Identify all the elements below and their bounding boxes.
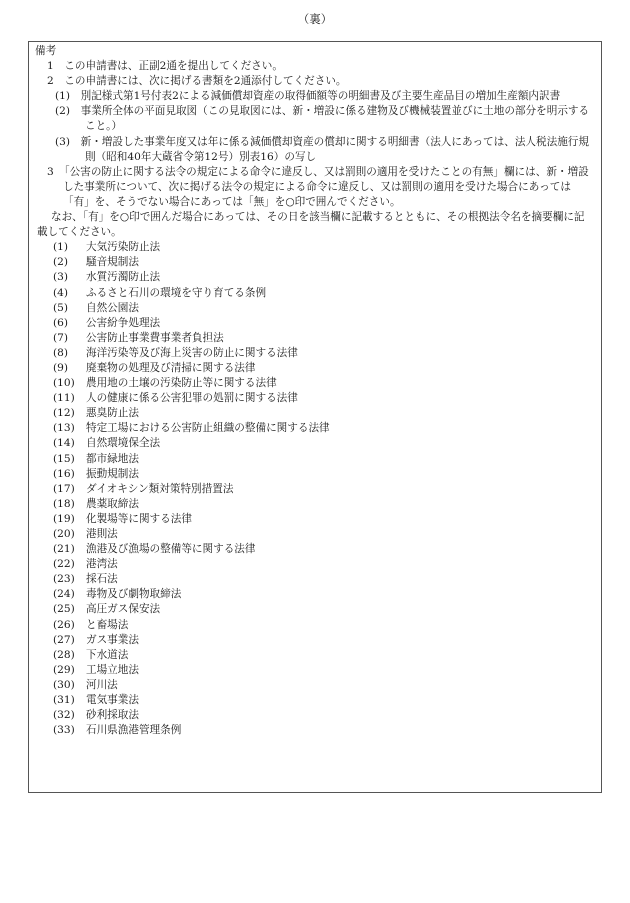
law-number: (25) [53, 603, 75, 616]
law-number: (13) [53, 422, 75, 435]
law-name: 水質汚濁防止法 [86, 271, 161, 284]
law-list-item [35, 557, 595, 572]
law-name: 工場立地法 [86, 663, 139, 676]
law-number: (12) [53, 407, 75, 420]
law-number: (18) [53, 497, 75, 510]
law-number: (23) [53, 573, 75, 586]
law-list-item [35, 361, 595, 376]
law-list-item [35, 406, 595, 421]
remarks-item-3: 3 「公害の防止に関する法令の規定による命令に違反し、又は罰則の適用を受けたことの有無」欄には、新・増設した事業所について、次に掲げる法令の規定による命令に違反し、又は罰則の適用を受けた場合にあっては「有」を、そうでない場合にあっては「無」を○印で囲んでください。 [47, 165, 589, 208]
law-list-item [35, 436, 595, 451]
page-heading: （裏） [297, 12, 333, 26]
law-name: 悪臭防止法 [86, 407, 139, 420]
law-list-item [35, 602, 595, 617]
law-name: 電気事業法 [86, 694, 139, 707]
law-name: 砂利採取法 [86, 709, 139, 722]
law-name: 漁港及び漁場の整備等に関する法律 [86, 543, 256, 556]
remarks-item-2-sub-2: (2) 事業所全体の平面見取図（この見取図には、新・増設に係る建物及び機械装置並びに土地の部分を明示すること。） [55, 105, 590, 133]
law-name: 大気汚染防止法 [86, 241, 161, 254]
law-number: (30) [53, 678, 75, 691]
law-list-item [35, 542, 595, 557]
law-name: 廃棄物の処理及び清掃に関する法律 [86, 361, 256, 374]
law-list-item [35, 331, 595, 346]
law-name: 公害紛争処理法 [86, 316, 161, 329]
law-name: ガス事業法 [86, 633, 139, 646]
law-number: (9) [53, 361, 69, 374]
law-name: 化製場等に関する法律 [86, 512, 192, 525]
remarks-item-3-note: なお、「有」を○印で囲んだ場合にあっては、その日を該当欄に記載するとともに、その根拠法令名を摘要欄に記載してください。 [37, 211, 585, 239]
law-name: 高圧ガス保安法 [86, 603, 161, 616]
law-name: ダイオキシン類対策特別措置法 [86, 482, 234, 495]
law-number: (15) [53, 452, 75, 465]
law-list-item [35, 648, 595, 663]
remarks-content [35, 44, 595, 738]
law-name: 港湾法 [86, 558, 118, 571]
law-number: (16) [53, 467, 75, 480]
law-list-item [35, 497, 595, 512]
law-number: (2) [53, 256, 69, 269]
law-number: (1) [53, 241, 69, 254]
law-number: (8) [53, 346, 69, 359]
remarks-item-2-sub-3: (3) 新・増設した事業年度又は年に係る減価償却資産の償却に関する明細書（法人にあっては、法人税法施行規則（昭和40年大蔵省令第12号）別表16）の写し [55, 135, 589, 163]
law-list-item [35, 663, 595, 678]
law-name: 石川県漁港管理条例 [86, 724, 182, 737]
law-number: (33) [53, 724, 75, 737]
law-name: 公害防止事業費事業者負担法 [86, 331, 224, 344]
law-list-item [35, 678, 595, 693]
law-list-item [35, 376, 595, 391]
law-name: 振動規制法 [86, 467, 139, 480]
law-number: (4) [53, 286, 69, 299]
law-number: (27) [53, 633, 75, 646]
law-list-item [35, 723, 595, 738]
law-name: 下水道法 [86, 648, 129, 661]
law-number: (28) [53, 648, 75, 661]
law-list-item [35, 316, 595, 331]
law-number: (20) [53, 528, 75, 540]
law-list-item [35, 467, 595, 482]
law-name: 農用地の土壌の汚染防止等に関する法律 [86, 377, 277, 390]
remarks-box [28, 41, 602, 793]
law-number: (32) [53, 709, 75, 722]
law-name: 農薬取締法 [86, 497, 139, 510]
law-number: (6) [53, 316, 69, 329]
law-number: (11) [53, 392, 75, 405]
law-list-item [35, 693, 595, 708]
law-number: (17) [53, 482, 75, 495]
law-name: 河川法 [86, 678, 118, 691]
law-list-item [35, 286, 595, 301]
law-list-item [35, 587, 595, 602]
law-number: (22) [53, 558, 75, 571]
law-number: (24) [53, 588, 75, 601]
law-name: 自然環境保全法 [86, 437, 161, 450]
law-list-item [35, 255, 595, 270]
law-list-item [35, 270, 595, 285]
law-list-item [35, 572, 595, 587]
law-name: ふるさと石川の環境を守り育てる条例 [86, 286, 267, 299]
law-name: 採石法 [86, 573, 118, 586]
law-number: (7) [53, 331, 69, 344]
law-name: 毒物及び劇物取締法 [86, 588, 182, 601]
law-name: 都市緑地法 [86, 452, 139, 465]
remarks-item-1: 1 この申請書は、正副2通を提出してください。 [47, 60, 283, 73]
law-list [35, 240, 595, 738]
law-list-item [35, 301, 595, 316]
law-list-item [35, 240, 595, 255]
law-name: 港則法 [86, 528, 118, 540]
law-number: (10) [53, 377, 75, 390]
law-name: 人の健康に係る公害犯罪の処罰に関する法律 [86, 392, 298, 405]
law-number: (14) [53, 437, 75, 450]
law-number: (31) [53, 694, 75, 707]
law-number: (21) [53, 543, 75, 556]
remarks-item-2: 2 この申請書には、次に掲げる書類を2通添付してください。 [47, 75, 347, 88]
law-list-item [35, 391, 595, 406]
law-list-item [35, 708, 595, 723]
law-list-item [35, 452, 595, 467]
law-number: (5) [53, 301, 69, 314]
law-number: (19) [53, 512, 75, 525]
law-list-item [35, 527, 595, 542]
law-number: (29) [53, 663, 75, 676]
law-list-item [35, 512, 595, 527]
law-list-item [35, 482, 595, 497]
remarks-item-2-sub-1: (1) 別記様式第1号付表2による減価償却資産の取得価額等の明細書及び主要生産品目の増加生産額内訳書 [55, 90, 561, 103]
law-number: (26) [53, 618, 75, 631]
law-list-item [35, 618, 595, 633]
law-name: 騒音規制法 [86, 256, 139, 269]
law-name: 自然公園法 [86, 301, 139, 314]
law-name: 特定工場における公害防止組織の整備に関する法律 [86, 422, 330, 435]
law-list-item [35, 633, 595, 648]
law-name: と畜場法 [86, 618, 129, 631]
law-number: (3) [53, 271, 69, 284]
law-list-item [35, 421, 595, 436]
remarks-title: 備考 [35, 45, 57, 57]
law-list-item [35, 346, 595, 361]
law-name: 海洋汚染等及び海上災害の防止に関する法律 [86, 346, 298, 359]
